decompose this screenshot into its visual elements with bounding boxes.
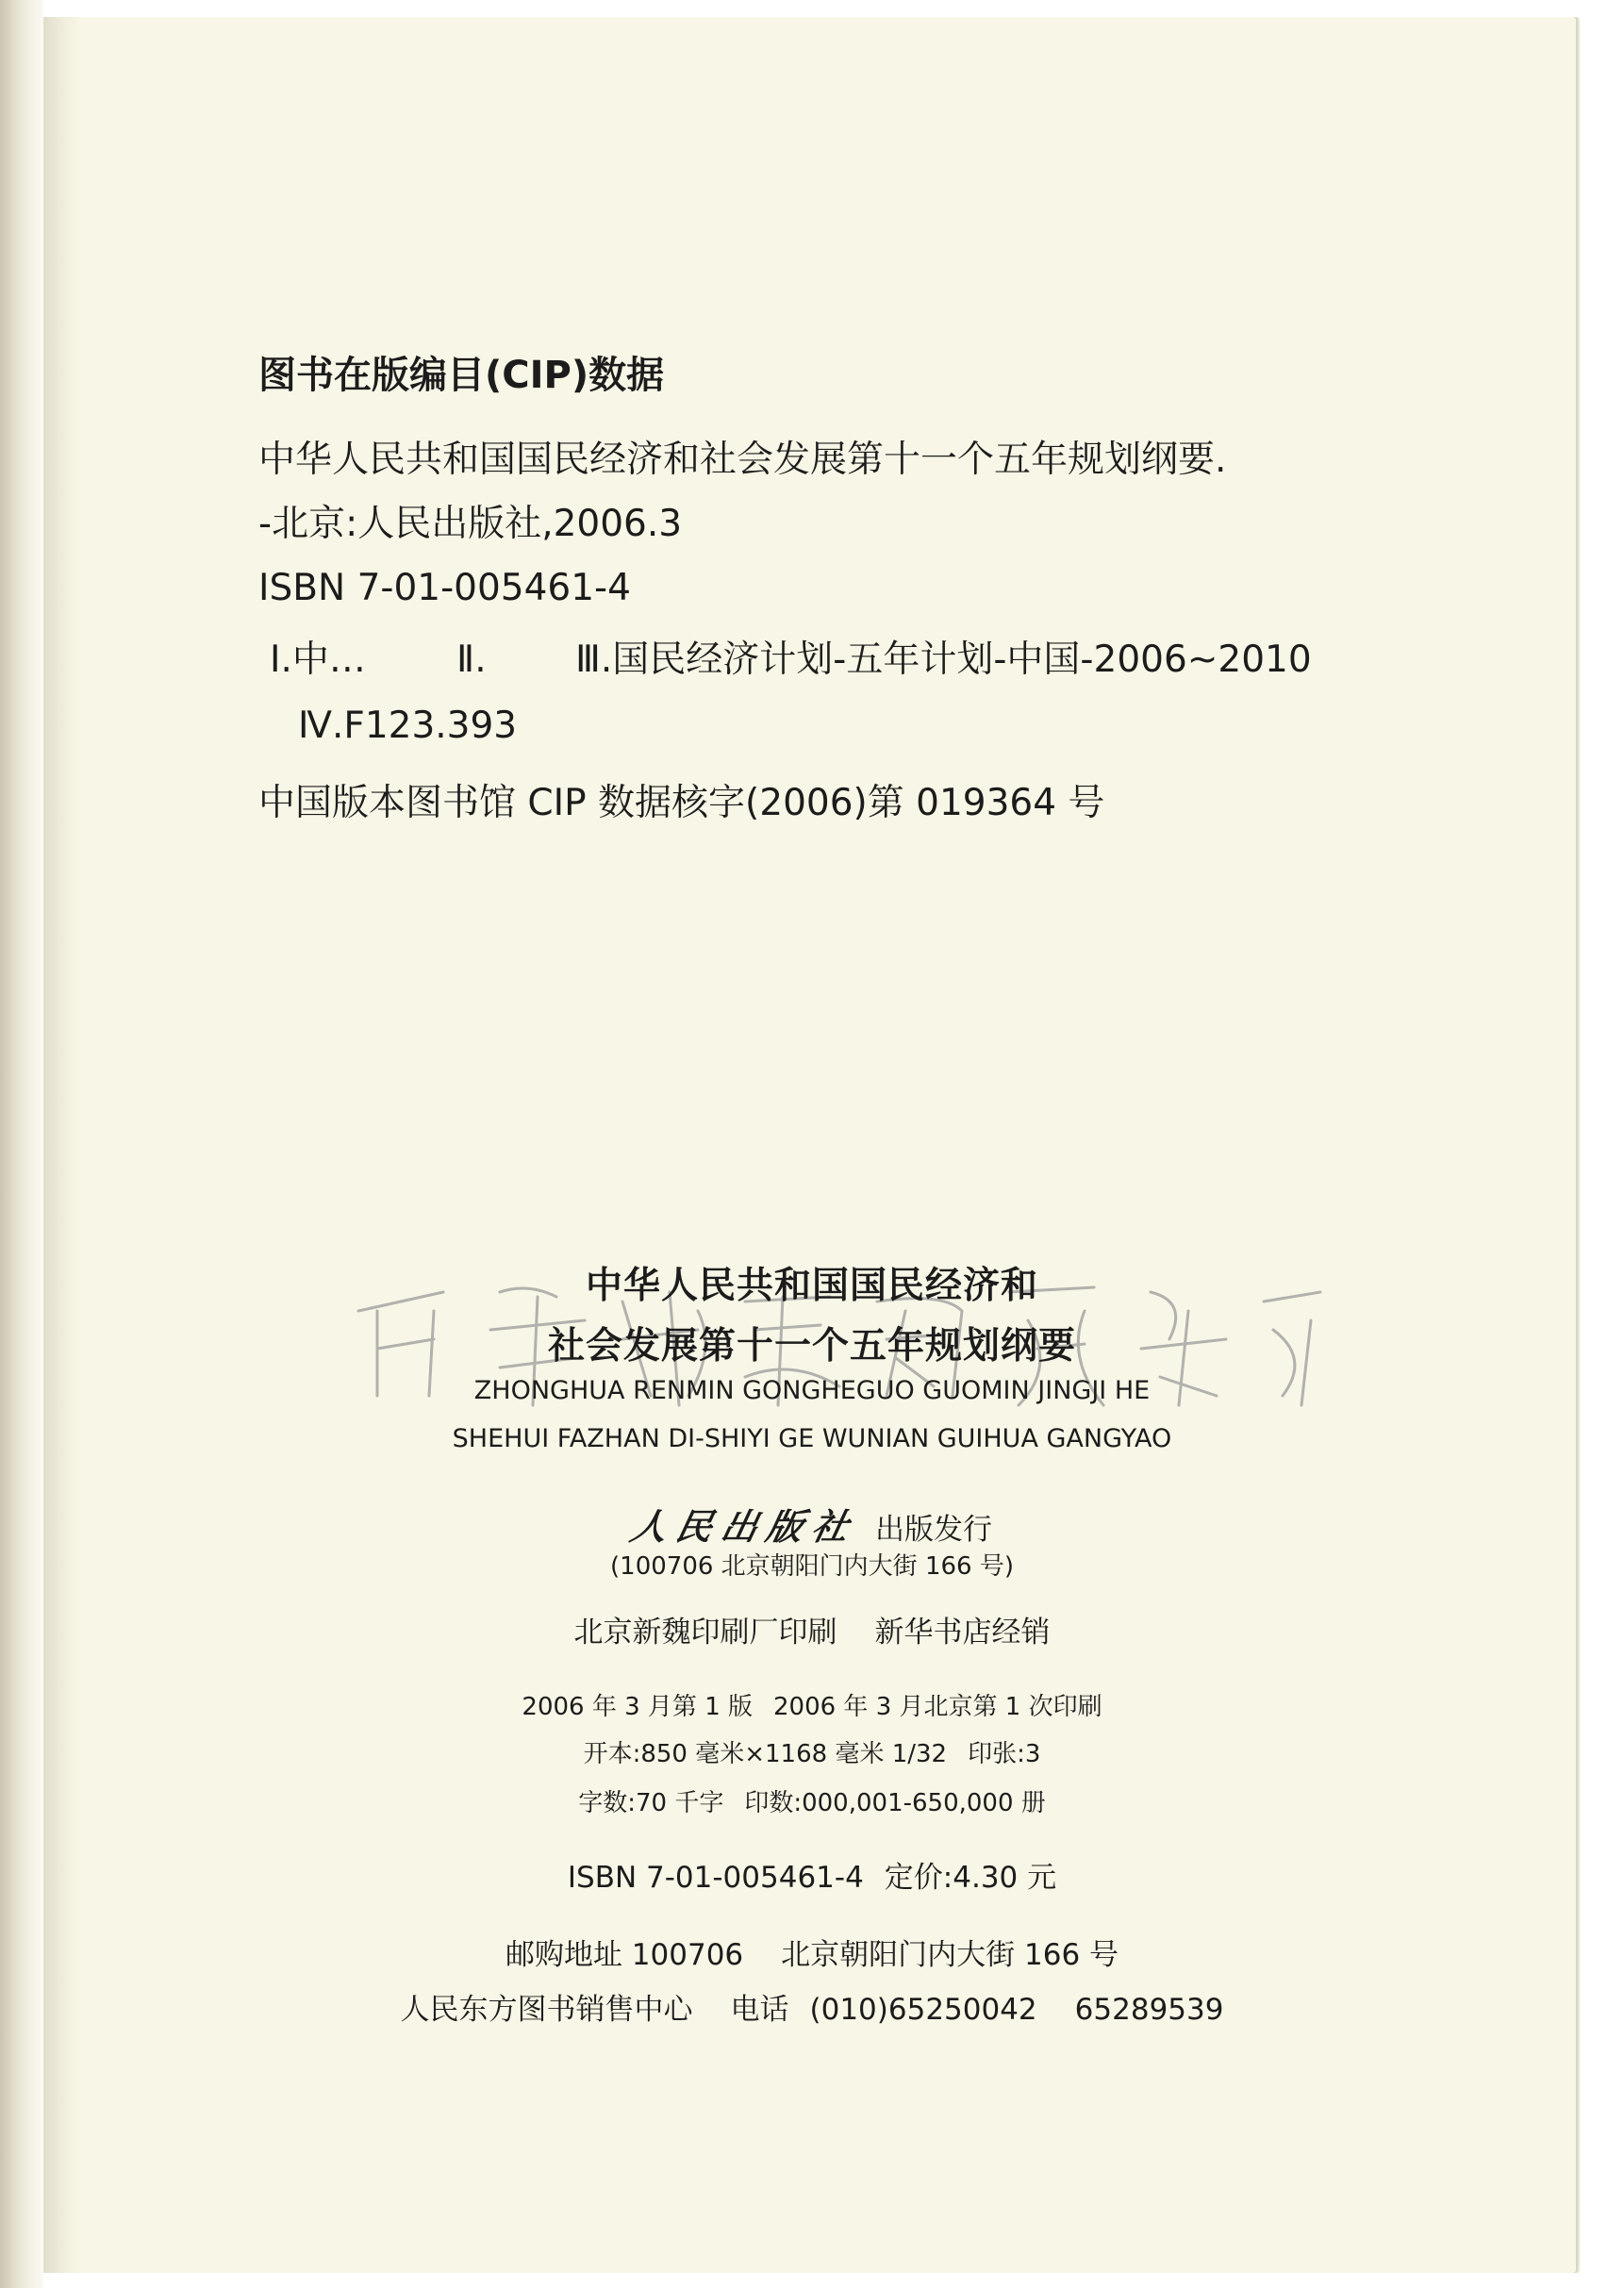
format: 开本:850 毫米×1168 毫米 1/32 [583, 1740, 948, 1768]
mail-order-row [0, 1931, 1624, 1973]
cip-subject-2: Ⅱ. [456, 638, 487, 681]
cip-heading: 图书在版编目(CIP)数据 [258, 354, 665, 397]
sales-center: 人民东方图书销售中心 [400, 1993, 693, 2027]
edition-row [0, 1687, 1624, 1722]
colophon-isbn: ISBN 7-01-005461-4 [567, 1861, 864, 1895]
book-title-zh-line-2: 社会发展第十一个五年规划纲要 [547, 1325, 1076, 1368]
word-count: 字数:70 千字 [578, 1789, 724, 1817]
phone-2: 65289539 [1074, 1993, 1224, 2027]
printer: 北京新魏印刷厂印刷 [573, 1616, 837, 1650]
count-row [0, 1783, 1624, 1818]
cip-subject-3: Ⅲ.国民经济计划-五年计划-中国-2006~2010 [575, 638, 1312, 681]
format-row [0, 1734, 1624, 1769]
cip-subject-4: Ⅳ.F123.393 [298, 705, 518, 747]
publisher-address: (100706 北京朝阳门内大街 166 号) [610, 1552, 1014, 1581]
distributor: 新华书店经销 [874, 1616, 1051, 1650]
sheets: 印张:3 [968, 1740, 1041, 1768]
cip-isbn: ISBN 7-01-005461-4 [258, 567, 631, 609]
cip-title-line: 中华人民共和国国民经济和社会发展第十一个五年规划纲要. [258, 439, 1227, 481]
book-title-pinyin-line-1: ZHONGHUA RENMIN GONGHEGUO GUOMIN JINGJI HE [473, 1376, 1151, 1405]
publisher-role: 出版发行 [875, 1513, 992, 1547]
printer-row [0, 1608, 1624, 1650]
cip-publisher-line: -北京:人民出版社,2006.3 [258, 503, 683, 545]
mail-order: 邮购地址 100706 [505, 1938, 744, 1972]
edition: 2006 年 3 月第 1 版 [522, 1693, 753, 1721]
publisher-row [0, 1498, 1624, 1550]
price: 定价:4.30 元 [884, 1861, 1057, 1895]
print-run: 印数:000,001-650,000 册 [744, 1789, 1046, 1817]
phone-1: (010)65250042 [809, 1993, 1037, 2027]
sales-row [0, 1985, 1624, 2028]
printing: 2006 年 3 月北京第 1 次印刷 [773, 1693, 1102, 1721]
mail-address: 北京朝阳门内大街 166 号 [781, 1938, 1119, 1972]
cip-subject-1: Ⅰ.中… [270, 638, 366, 681]
book-title-pinyin-line-2: SHEHUI FAZHAN DI-SHIYI GE WUNIAN GUIHUA GANGYAO [452, 1424, 1172, 1453]
phone-label: 电话 [730, 1993, 789, 2027]
book-title-zh-line-1: 中华人民共和国国民经济和 [585, 1265, 1038, 1307]
cip-verification: 中国版本图书馆 CIP 数据核字(2006)第 019364 号 [258, 782, 1105, 824]
isbn-price-row [0, 1853, 1624, 1896]
publisher-logo: 人民出版社 [626, 1505, 863, 1548]
